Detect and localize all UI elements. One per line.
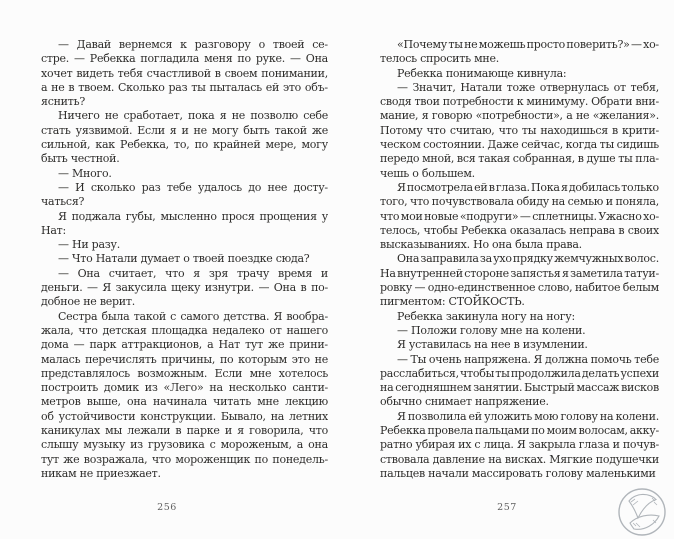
text-line: пальцев начали массировать голову маленькими (380, 466, 656, 480)
text-line: ствовала давление на висках. Мягкие подушечки (380, 452, 659, 466)
text-line: Я позволила ей уложить мою голову на колени. (397, 409, 659, 423)
text-line: стре. — Ребекка погладила меня по руке. — Она (41, 52, 328, 66)
paragraph (380, 38, 659, 67)
paragraph (41, 210, 328, 239)
text-line: стать уязвимой. Если я и не могу быть такой же (41, 123, 328, 137)
text-line: представлялось возможным. Если мне хотелось (41, 366, 328, 380)
text-line: Я посмотрела ей в глаза. Пока я добилась только (397, 180, 659, 194)
text-line: Сестра была такой с самого детства. Я вообра- (58, 309, 328, 323)
text-line: что мои новые «подруги» — сплетницы. Ужасно хо- (380, 209, 659, 223)
text-line: тут же возражала, что мороженщик по понедель- (41, 452, 328, 466)
text-line: чешь о большем. (380, 166, 475, 180)
paragraph (41, 267, 328, 310)
text-line: расслабиться, чтобы ты продолжила делать успехи (380, 366, 659, 380)
text-line: Ребекка провела пальцами по моим волосам, акку- (380, 424, 659, 438)
text-line: ческом состоянии. Даже сейчас, когда ты сидишь (380, 138, 659, 152)
page-text-left (41, 38, 328, 481)
text-line: Она заправила за ухо прядку жемчужных волос. (397, 252, 659, 266)
text-line: «Почему ты не можешь просто поверить?» — хо- (397, 38, 659, 51)
paragraph (41, 181, 328, 210)
paragraph (41, 310, 328, 482)
text-line: Я поджала губы, мысленно прося прощения у (58, 209, 328, 223)
text-line: телось спросить мне. (380, 52, 499, 66)
text-line: Нат: (41, 223, 66, 237)
text-line: каникулах мы лежали в парке и я говорила, что (41, 424, 328, 438)
paragraph (380, 353, 659, 410)
text-line: — Ты очень напряжена. Я должна помочь тебе (397, 352, 659, 366)
text-line: Ничего не сработает, пока я не позволю себе (58, 109, 328, 123)
paragraph (380, 252, 659, 309)
text-line: сильной, как Ребекка, то, по крайней мере, могу (41, 138, 328, 152)
text-line: быть честной. (41, 152, 120, 166)
paragraph (380, 338, 659, 352)
paragraph (380, 81, 659, 181)
paragraph (380, 181, 659, 252)
text-line: метров выше, она начинала читать мне лекцию (41, 395, 328, 409)
text-line: — И сколько раз тебе удалось до нее досту- (58, 180, 328, 194)
paragraph (41, 167, 328, 181)
text-line: яснить? (41, 95, 85, 109)
text-line: жала, что детская площадка недалеко от нашего (41, 323, 328, 337)
text-line: мание, я говорю «потребности», а не «желания». (380, 109, 659, 123)
text-line: — Положи голову мне на колени. (397, 323, 586, 337)
text-line: малась перечислять причины, по которым это не (41, 352, 328, 366)
paragraph (41, 252, 328, 266)
text-line: Ребекка понимающе кивнула: (397, 66, 567, 80)
publisher-watermark-icon (616, 486, 668, 538)
text-line: телось, чтобы Ребекка оказалась неправа в своих (380, 223, 659, 237)
text-line: обычно снимает напряжение. (380, 395, 549, 409)
text-line: никам не приезжает. (41, 466, 161, 480)
text-line: — Что Натали думает о твоей поездке сюда? (58, 252, 310, 266)
text-line: — Много. (58, 166, 112, 180)
paragraph (380, 67, 659, 81)
text-line: — Ни разу. (58, 238, 120, 252)
text-line: пигментом: СТОЙКОСТЬ. (380, 295, 525, 309)
text-line: — Давай вернемся к разговору о твоей се- (58, 38, 328, 51)
text-line: слышу музыку из грузовика с мороженым, а она (41, 438, 328, 452)
text-line: Я уставилась на нее в изумлении. (397, 338, 588, 352)
text-line: — Она считает, что я зря трачу время и (58, 266, 328, 280)
page-text-right (380, 38, 659, 481)
text-line: Потому что считаю, что ты находишься в крити- (380, 123, 659, 137)
paragraph (380, 410, 659, 481)
text-line: деньги. — Я закусила щеку изнутри. — Она в по- (41, 281, 328, 295)
text-line: на сегодняшнем занятии. Быстрый массаж висков (380, 381, 659, 395)
text-line: — Значит, Натали тоже отвернулась от тебя, (397, 80, 659, 94)
text-line: того, что почувствовала обиду на семью и поняла, (380, 195, 659, 209)
text-line: а не в твоем. Сколько раз ты пыталась ей это объ- (41, 80, 328, 94)
text-line: об устойчивости конструкции. Бывало, на летних (41, 409, 328, 423)
text-line: хочет видеть тебя счастливой в своем понимании, (41, 66, 328, 80)
text-line: дома — парк аттракционов, а Нат тут же прини- (41, 338, 328, 352)
text-line: передо мной, вся такая собранная, в душе ты пла- (380, 152, 659, 166)
paragraph (41, 38, 328, 109)
text-line: На внутренней стороне запястья я заметила татуи- (380, 266, 659, 280)
paragraph (41, 238, 328, 252)
page-number-right: 257 (497, 502, 517, 513)
paragraph (380, 310, 659, 324)
text-line: высказываниях. Но она была права. (380, 238, 582, 252)
text-line: Ребекка закинула ногу на ногу: (397, 309, 575, 323)
paragraph (380, 324, 659, 338)
text-line: ратно убирая их с лица. Я закрыла глаза и почув- (380, 438, 659, 452)
page-number-left: 256 (157, 502, 177, 513)
text-line: сводя твои потребности к минимуму. Обрати вни- (380, 95, 659, 109)
text-line: ровку — одно-единственное слово, набитое белым (380, 281, 659, 295)
text-line: чаться? (41, 195, 85, 209)
text-line: построить домик из «Лего» на несколько санти- (41, 381, 328, 395)
text-line: добное не верит. (41, 295, 135, 309)
paragraph (41, 109, 328, 166)
